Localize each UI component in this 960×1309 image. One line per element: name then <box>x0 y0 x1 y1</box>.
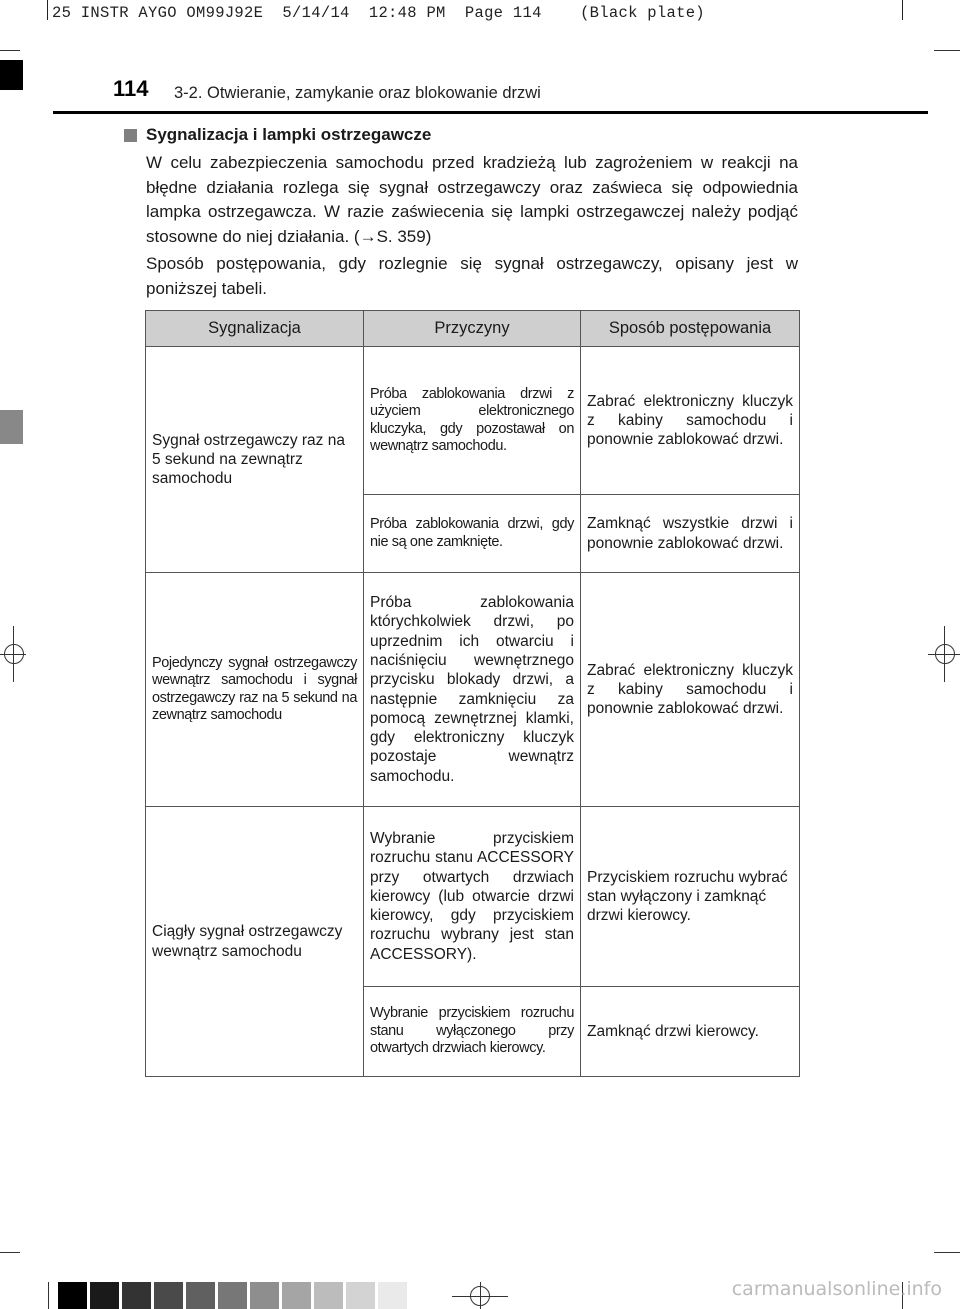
calibration-bar <box>154 1282 183 1309</box>
section-title: 3-2. Otwieranie, zamykanie oraz blokowanie drzwi <box>174 84 541 102</box>
crop-mark-bl-v <box>48 1282 49 1309</box>
slug-tick-left <box>47 0 48 20</box>
table-row <box>146 573 800 807</box>
intro-paragraph: W celu zabezpieczenia samochodu przed kradzieżą lub zagrożeniem w reakcji na błędne działania rozlega się sygnał ostrzegawczy oraz zaświeca się odpowiednia lampka ostrzegawcza. W razie zaświecenia się lampki ostrzegawczej należy podjąć stosowne do niej działania. (→S. 359) <box>146 153 798 246</box>
heading-bullet-icon <box>124 129 137 142</box>
calibration-bar <box>346 1282 375 1309</box>
table-row <box>146 347 800 495</box>
calibration-bar <box>378 1282 407 1309</box>
registration-mark-right-icon <box>935 644 955 664</box>
section-heading: Sygnalizacja i lampki ostrzegawcze <box>146 125 432 144</box>
cause-cell: Próba zablokowania drzwi z użyciem elektronicznego kluczyka, gdy pozostawał on wewnątrz samochodu. <box>364 347 581 495</box>
table-row <box>146 807 800 987</box>
crop-mark-tl <box>0 50 20 51</box>
slug-tick-right <box>902 0 903 20</box>
print-slug: 25 INSTR AYGO OM99J92E 5/14/14 12:48 PM Page 114 (Black plate) <box>52 4 705 22</box>
crop-mark-tr <box>934 50 960 51</box>
action-cell: Zabrać elektroniczny kluczyk z kabiny samochodu i ponownie zablokować drzwi. <box>581 347 800 495</box>
action-cell: Zamknąć wszystkie drzwi i ponownie zablokować drzwi. <box>581 495 800 573</box>
crop-mark-bl <box>0 1252 20 1253</box>
cause-cell: Wybranie przyciskiem rozruchu stanu wyłączonego przy otwartych drzwiach kierowcy. <box>364 987 581 1077</box>
registration-mark-bottom-icon <box>470 1286 490 1306</box>
action-cell: Przyciskiem rozruchu wybrać stan wyłączony i zamknąć drzwi kierowcy. <box>581 807 800 987</box>
header-signal: Sygnalizacja <box>146 311 364 347</box>
crop-mark-right-v <box>944 626 945 682</box>
site-watermark: carmanualsonline.info <box>731 1278 942 1300</box>
registration-mark-left-icon <box>4 644 24 664</box>
calibration-bar <box>58 1282 87 1309</box>
page-number: 114 <box>113 76 149 101</box>
calibration-bar <box>314 1282 343 1309</box>
chapter-tab <box>0 60 23 90</box>
action-cell: Zamknąć drzwi kierowcy. <box>581 987 800 1077</box>
table-header-row <box>146 311 800 347</box>
signal-cell: Sygnał ostrzegawczy raz na 5 sekund na zewnątrz samochodu <box>146 347 364 573</box>
action-cell: Zabrać elektroniczny kluczyk z kabiny samochodu i ponownie zablokować drzwi. <box>581 573 800 807</box>
warning-table <box>145 310 799 1077</box>
calibration-bar <box>90 1282 119 1309</box>
calibration-bar <box>250 1282 279 1309</box>
crop-mark-br <box>934 1252 960 1253</box>
signal-cell: Ciągły sygnał ostrzegawczy wewnątrz samochodu <box>146 807 364 1077</box>
header-action: Sposób postępowania <box>581 311 800 347</box>
signal-cell: Pojedynczy sygnał ostrzegawczy wewnątrz samochodu i sygnał ostrzegawczy raz na 5 sekund na zewnątrz samochodu <box>146 573 364 807</box>
calibration-bar <box>282 1282 311 1309</box>
cause-cell: Próba zablokowania drzwi, gdy nie są one zamknięte. <box>364 495 581 573</box>
cause-cell: Wybranie przyciskiem rozruchu stanu ACCESSORY przy otwartych drzwiach kierowcy (lub otwarcie drzwi kierowcy, gdy przyciskiem rozruchu wybrany jest stan ACCESSORY). <box>364 807 581 987</box>
calibration-bar <box>218 1282 247 1309</box>
header-cause: Przyczyny <box>364 311 581 347</box>
calibration-bar <box>186 1282 215 1309</box>
cause-cell: Próba zablokowania którychkolwiek drzwi, po uprzednim ich otwarciu i naciśnięciu wewnętrznego przycisku blokady drzwi, a następnie zamknięciu za pomocą zewnętrznej klamki, gdy elektroniczny kluczyk pozostaje wewnątrz samochodu. <box>364 573 581 807</box>
header-rule <box>53 111 928 114</box>
chapter-tab-gray <box>0 410 23 444</box>
calibration-bar <box>122 1282 151 1309</box>
table-intro-paragraph: Sposób postępowania, gdy rozlegnie się sygnał ostrzegawczy, opisany jest w poniższej tabeli. <box>146 254 798 298</box>
crop-mark-left-v <box>13 626 14 682</box>
